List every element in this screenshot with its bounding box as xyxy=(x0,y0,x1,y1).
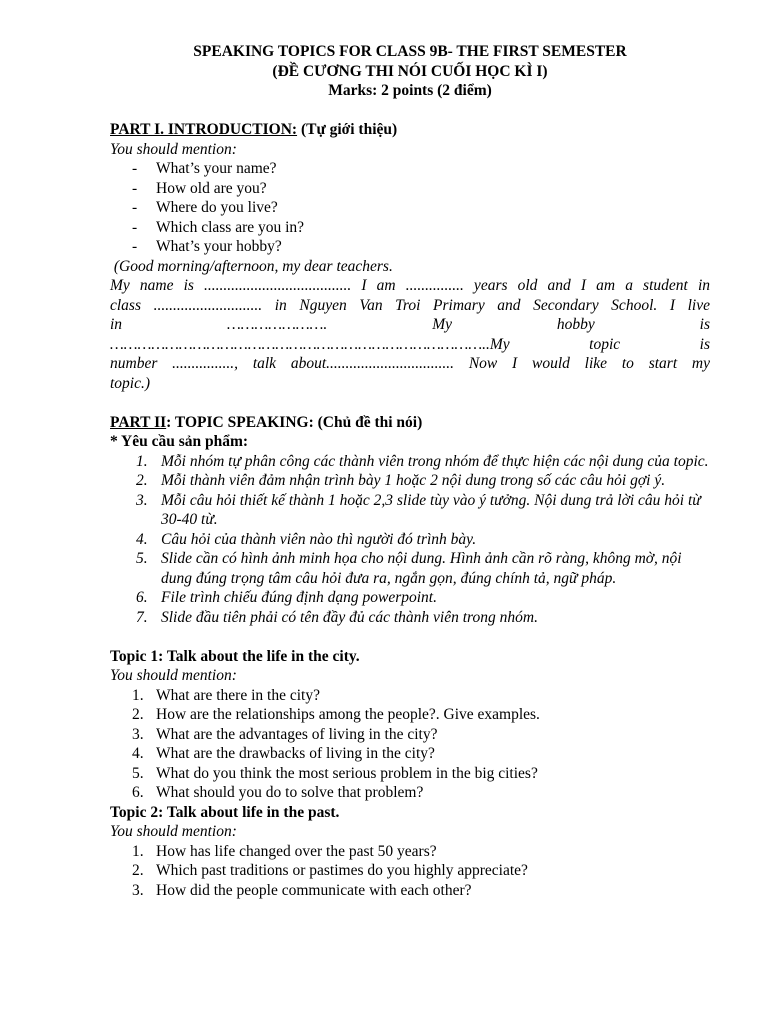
part1-list xyxy=(110,159,710,257)
list-item: 4. What are the drawbacks of living in the city? xyxy=(132,745,435,762)
para-line: My name is ...................................... I am ............... years old and I am a student in xyxy=(110,277,710,294)
doc-subtitle: (ĐỀ CƯƠNG THI NÓI CUỐI HỌC KÌ I) xyxy=(272,62,548,80)
para-line: (Good morning/afternoon, my dear teachers. xyxy=(110,257,393,275)
list-item: - How old are you? xyxy=(110,179,710,199)
part1-paragraph xyxy=(110,257,710,394)
list-item: 3. How did the people communicate with each other? xyxy=(132,881,472,899)
para-line: ………………………………………………………………………..My topic is xyxy=(110,335,710,353)
list-item: 2. How are the relationships among the people?. Give examples. xyxy=(132,706,540,723)
list-item: 7. Slide đầu tiên phải có tên đầy đủ các thành viên trong nhóm. xyxy=(136,608,538,626)
topic1-mention: You should mention: xyxy=(110,667,237,684)
part2-heading xyxy=(110,413,710,433)
list-item: 3. Mỗi câu hỏi thiết kế thành 1 hoặc 2,3 slide tùy vào ý tưởng. Nội dung trả lời câu hỏi từ 30-40 từ. xyxy=(136,491,701,528)
doc-title: SPEAKING TOPICS FOR CLASS 9B- THE FIRST SEMESTER xyxy=(193,43,627,60)
list-item: 1. Mỗi nhóm tự phân công các thành viên trong nhóm để thực hiện các nội dung của topic. xyxy=(136,452,709,470)
part2-heading-label: PART II xyxy=(110,413,167,431)
topic1-title: Topic 1: Talk about the life in the city. xyxy=(110,647,360,665)
part1-heading xyxy=(110,120,710,140)
list-item: 6. File trình chiếu đúng định dạng powerpoint. xyxy=(136,589,437,606)
list-item: 4. Câu hỏi của thành viên nào thì người đó trình bày. xyxy=(136,530,477,548)
list-item: 5. Slide cần có hình ảnh minh họa cho nội dung. Hình ảnh cần rõ ràng, không mờ, nội dung đúng trọng tâm câu hỏi đưa ra, ngắn gọn, đúng chính tả, ngữ pháp. xyxy=(136,550,682,587)
part2-heading-rest: : TOPIC SPEAKING: (Chủ đề thi nói) xyxy=(166,413,423,431)
list-item: 6. What should you do to solve that problem? xyxy=(132,784,424,801)
list-item: 5. What do you think the most serious problem in the big cities? xyxy=(132,764,538,782)
part2-req-title: * Yêu cầu sản phẩm: xyxy=(110,433,249,450)
part1-mention: You should mention: xyxy=(110,140,237,158)
para-line: topic.) xyxy=(110,374,151,392)
list-item: 1. What are there in the city? xyxy=(132,686,320,704)
para-line: number ................, talk about................................. Now I would like to start my xyxy=(110,355,710,372)
list-item: - What’s your name? xyxy=(110,159,710,179)
para-line: in …………………. My hobby is xyxy=(110,316,710,333)
topic2-mention: You should mention: xyxy=(110,823,237,840)
list-item: 1. How has life changed over the past 50 years? xyxy=(132,842,437,860)
part1-heading-suffix: (Tự giới thiệu) xyxy=(297,121,398,138)
doc-marks: Marks: 2 points (2 điểm) xyxy=(328,82,492,99)
para-line: class ............................ in Nguyen Van Troi Primary and Secondary School. I live xyxy=(110,296,710,314)
list-item: 3. What are the advantages of living in the city? xyxy=(132,725,438,743)
list-item: - Which class are you in? xyxy=(110,218,710,238)
topic1-list xyxy=(110,686,710,803)
topic2-title: Topic 2: Talk about life in the past. xyxy=(110,803,340,821)
list-item: 2. Mỗi thành viên đảm nhận trình bày 1 hoặc 2 nội dung trong số các câu hỏi gợi ý. xyxy=(136,472,666,489)
list-item: - What’s your hobby? xyxy=(110,237,710,257)
list-item: - Where do you live? xyxy=(110,198,710,218)
topic2-list xyxy=(110,842,710,901)
list-item: 2. Which past traditions or pastimes do you highly appreciate? xyxy=(132,862,528,879)
part1-heading-label: PART I. INTRODUCTION: xyxy=(110,121,298,138)
part2-requirements xyxy=(110,452,710,628)
